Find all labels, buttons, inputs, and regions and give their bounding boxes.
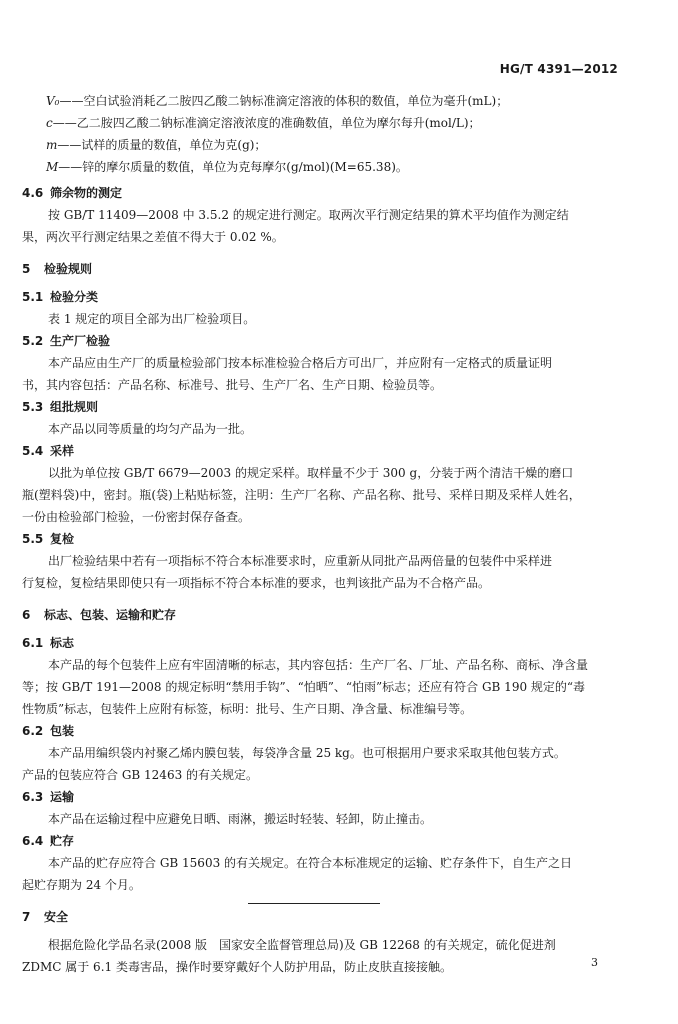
- paragraph-line: 本产品应由生产厂的质量检验部门按本标准检验合格后方可出厂，并应附有一定格式的质量证明: [48, 356, 553, 370]
- paragraph-line: 产品的包装应符合 GB 12463 的有关规定。: [22, 768, 259, 782]
- paragraph-line: 性物质”标志，包装件上应附有标签，标明：批号、生产日期、净含量、标准编号等。: [22, 702, 473, 716]
- section-heading-5-3: 5.3 组批规则: [22, 400, 99, 414]
- paragraph-line: 本产品用编织袋内衬聚乙烯内膜包装，每袋净含量 25 kg。也可根据用户要求采取其他包装方式。: [48, 746, 566, 760]
- paragraph-line: 等；按 GB/T 191—2008 的规定标明“禁用手钩”、“怕晒”、“怕雨”标志；还应有符合 GB 190 规定的“毒: [22, 680, 586, 694]
- document-body: [22, 90, 610, 978]
- section-heading-6-1: 6.1 标志: [22, 636, 75, 650]
- section-heading-6-3: 6.3 运输: [22, 790, 75, 804]
- paragraph-line: ZDMC 属于 6.1 类毒害品，操作时要穿戴好个人防护用品，防止皮肤直接接触。: [22, 960, 452, 974]
- section-heading-7: 7 安全: [22, 910, 69, 924]
- paragraph-line: 出厂检验结果中若有一项指标不符合本标准要求时，应重新从同批产品两倍量的包装件中采样进: [48, 554, 553, 568]
- paragraph-line: 行复检，复检结果即使只有一项指标不符合本标准的要求，也判该批产品为不合格产品。: [22, 576, 491, 590]
- section-heading-6-2: 6.2 包装: [22, 724, 75, 738]
- paragraph-line: 本产品以同等质量的均匀产品为一批。: [48, 422, 253, 436]
- end-rule: [248, 903, 380, 904]
- definition-v0: V₀——空白试验消耗乙二胺四乙酸二钠标准滴定溶液的体积的数值，单位为毫升(mL)；: [46, 94, 509, 108]
- definition-m: m——试样的质量的数值，单位为克(g)；: [46, 138, 267, 152]
- page-number: 3: [591, 956, 598, 969]
- paragraph-line: 书，其内容包括：产品名称、标准号、批号、生产厂名、生产日期、检验员等。: [22, 378, 443, 392]
- section-heading-6: 6 标志、包装、运输和贮存: [22, 608, 177, 622]
- section-heading-5-4: 5.4 采样: [22, 444, 75, 458]
- paragraph-line: 本产品的贮存应符合 GB 15603 的有关规定。在符合本标准规定的运输、贮存条件下，自生产之日: [48, 856, 573, 870]
- section-heading-5-1: 5.1 检验分类: [22, 290, 99, 304]
- paragraph-line: 一份由检验部门检验，一份密封保存备查。: [22, 510, 251, 524]
- paragraph-line: 瓶(塑料袋)中，密封。瓶(袋)上粘贴标签，注明：生产厂名称、产品名称、批号、采样日期及采样人姓名，: [22, 488, 581, 502]
- section-heading-4-6: 4.6 筛余物的测定: [22, 186, 123, 200]
- standard-code: HG/T 4391—2012: [499, 62, 618, 76]
- paragraph-line: 以批为单位按 GB/T 6679—2003 的规定采样。取样量不少于 300 g，分装于两个清洁干燥的磨口: [48, 466, 574, 480]
- section-heading-6-4: 6.4 贮存: [22, 834, 75, 848]
- definition-M: M——锌的摩尔质量的数值，单位为克每摩尔(g/mol)(M=65.38)。: [46, 160, 408, 174]
- paragraph-line: 根据危险化学品名录(2008 版 国家安全监督管理总局)及 GB 12268 的有关规定，硫化促进剂: [48, 938, 556, 952]
- paragraph-line: 本产品在运输过程中应避免日晒、雨淋，搬运时轻装、轻卸，防止撞击。: [48, 812, 433, 826]
- paragraph-line: 按 GB/T 11409—2008 中 3.5.2 的规定进行测定。取两次平行测定结果的算术平均值作为测定结: [48, 208, 569, 222]
- section-heading-5-5: 5.5 复检: [22, 532, 75, 546]
- paragraph-line: 果，两次平行测定结果之差值不得大于 0.02 %。: [22, 230, 284, 244]
- paragraph-line: 本产品的每个包装件上应有牢固清晰的标志，其内容包括：生产厂名、厂址、产品名称、商标、净含量: [48, 658, 589, 672]
- paragraph-line: 表 1 规定的项目全部为出厂检验项目。: [48, 312, 256, 326]
- definition-c: c——乙二胺四乙酸二钠标准滴定溶液浓度的准确数值，单位为摩尔每升(mol/L)；: [46, 116, 481, 130]
- paragraph-line: 起贮存期为 24 个月。: [22, 878, 141, 892]
- section-heading-5: 5 检验规则: [22, 262, 93, 276]
- section-heading-5-2: 5.2 生产厂检验: [22, 334, 111, 348]
